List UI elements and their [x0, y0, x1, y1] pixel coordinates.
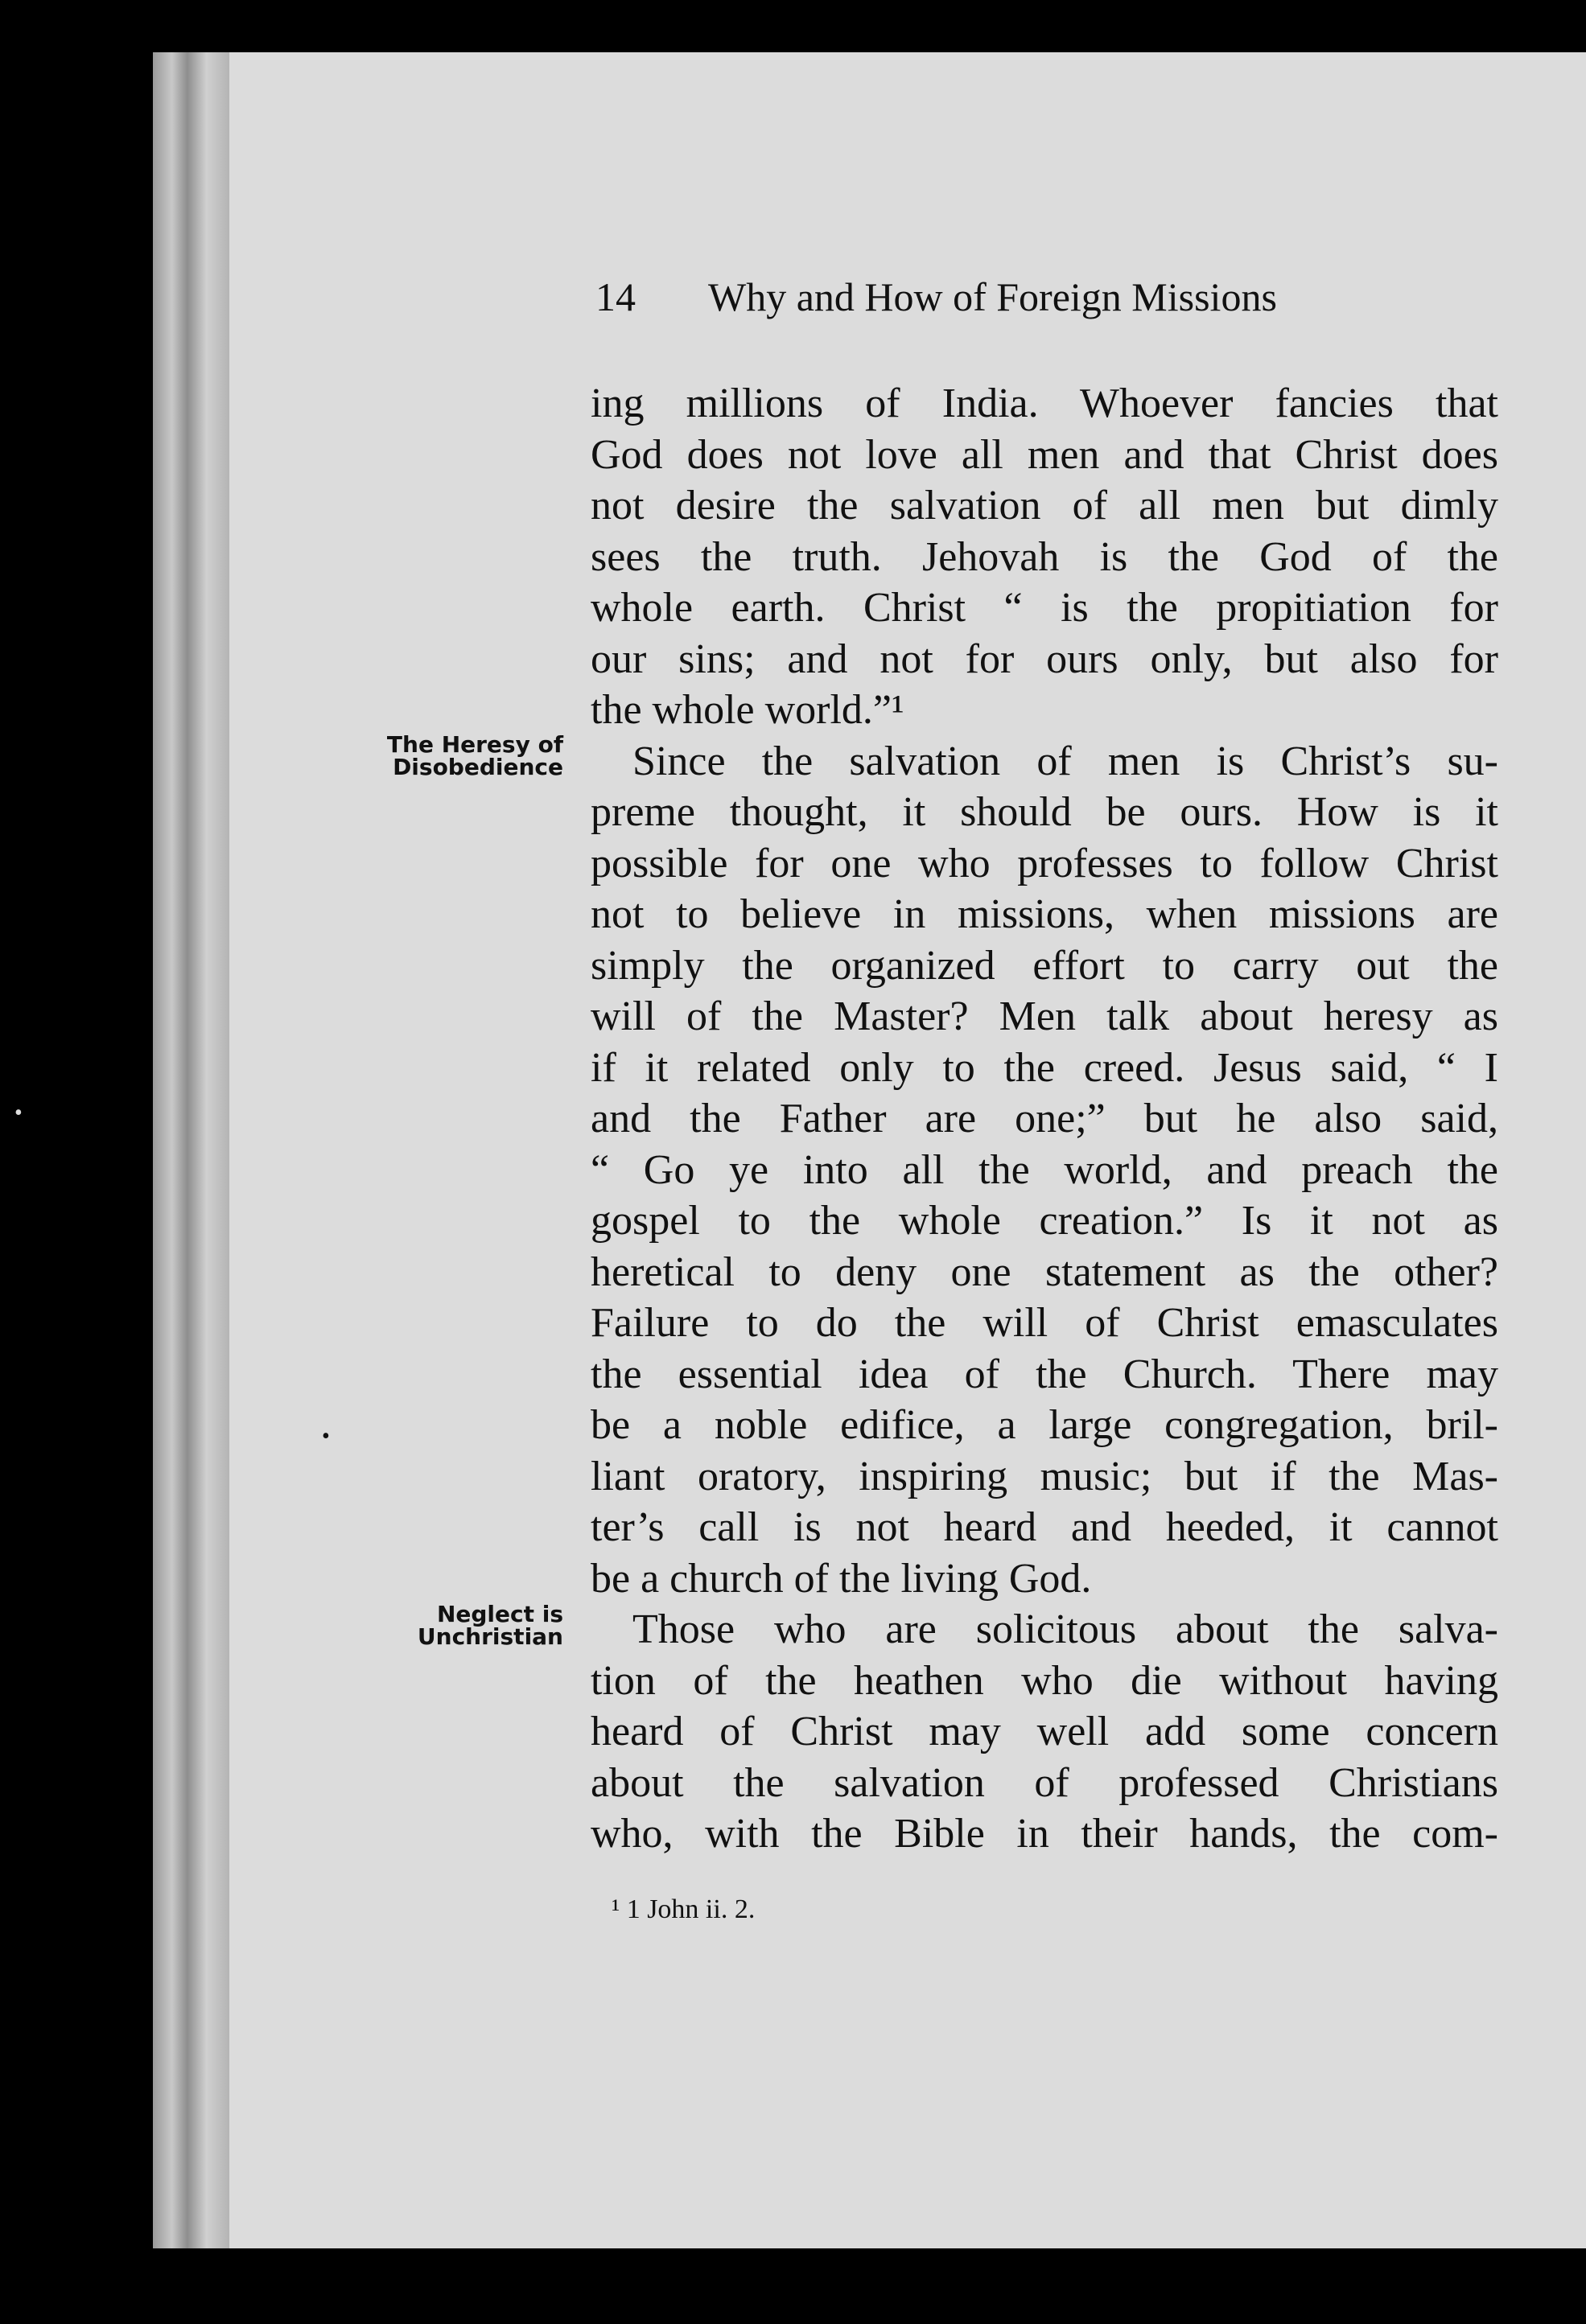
running-title: Why and How of Foreign Missions: [708, 274, 1277, 319]
text-line: “ Go ye into all the world, and preach the: [591, 1146, 1498, 1193]
text-line: the essential idea of the Church. There may: [591, 1351, 1498, 1397]
text-line: possible for one who professes to follow Christ: [591, 840, 1498, 886]
paragraph: [591, 736, 1498, 1605]
text-line: the whole world.”¹: [591, 687, 904, 733]
paragraph: [591, 378, 1498, 736]
sidenote-line: Neglect is: [436, 1601, 563, 1627]
text-line: about the salvation of professed Christians: [591, 1759, 1498, 1806]
body-text: [591, 378, 1498, 1860]
text-line: not desire the salvation of all men but dimly: [591, 483, 1498, 529]
text-line: be a church of the living God.: [591, 1555, 1092, 1602]
text-line: ing millions of India. Whoever fancies that: [591, 380, 1498, 426]
text-line: sees the truth. Jehovah is the God of the: [591, 533, 1498, 580]
sidenote-line: Unchristian: [417, 1623, 563, 1650]
text-line: simply the organized effort to carry out the: [591, 942, 1498, 989]
text-line: and the Father are one;” but he also said,: [591, 1096, 1498, 1141]
text-line: not to believe in missions, when missions are: [591, 891, 1498, 937]
book-binding-edge: [153, 52, 229, 2248]
text-line: who, with the Bible in their hands, the com-: [591, 1811, 1498, 1857]
page-number: 14: [595, 274, 636, 319]
text-line: will of the Master? Men talk about heresy as: [591, 993, 1498, 1039]
scan-speck: •: [322, 1424, 330, 1449]
text-line: if it related only to the creed. Jesus said, “ I: [591, 1044, 1498, 1091]
sidenote-line: The Heresy of: [386, 731, 563, 758]
scan-speck: •: [14, 1100, 23, 1125]
text-line: our sins; and not for ours only, but also for: [591, 636, 1498, 682]
sidenote-neglect-is-unchristian: [338, 1603, 563, 1648]
text-line: Failure to do the will of Christ emasculates: [591, 1300, 1498, 1346]
text-line: heretical to deny one statement as the other?: [591, 1248, 1498, 1295]
text-line: God does not love all men and that Christ does: [591, 431, 1498, 478]
text-line: gospel to the whole creation.” Is it not as: [591, 1198, 1498, 1244]
text-line: preme thought, it should be ours. How is it: [591, 789, 1498, 835]
text-line: Those who are solicitous about the salva-: [632, 1606, 1498, 1652]
text-line: heard of Christ may well add some concern: [591, 1709, 1498, 1754]
text-line: Since the salvation of men is Christ’s su-: [632, 738, 1498, 784]
text-line: ter’s call is not heard and heeded, it cannot: [591, 1504, 1498, 1550]
paragraph: [591, 1604, 1498, 1860]
footnote: ¹ 1 John ii. 2.: [612, 1894, 756, 1924]
sidenote-line: Disobedience: [393, 754, 563, 780]
sidenote-heresy-of-disobedience: [338, 731, 563, 780]
text-line: be a noble edifice, a large congregation, bril-: [591, 1402, 1498, 1448]
text-line: tion of the heathen who die without having: [591, 1657, 1498, 1704]
text-line: liant oratory, inspiring music; but if the Mas-: [591, 1453, 1498, 1499]
text-line: whole earth. Christ “ is the propitiation for: [591, 585, 1498, 631]
